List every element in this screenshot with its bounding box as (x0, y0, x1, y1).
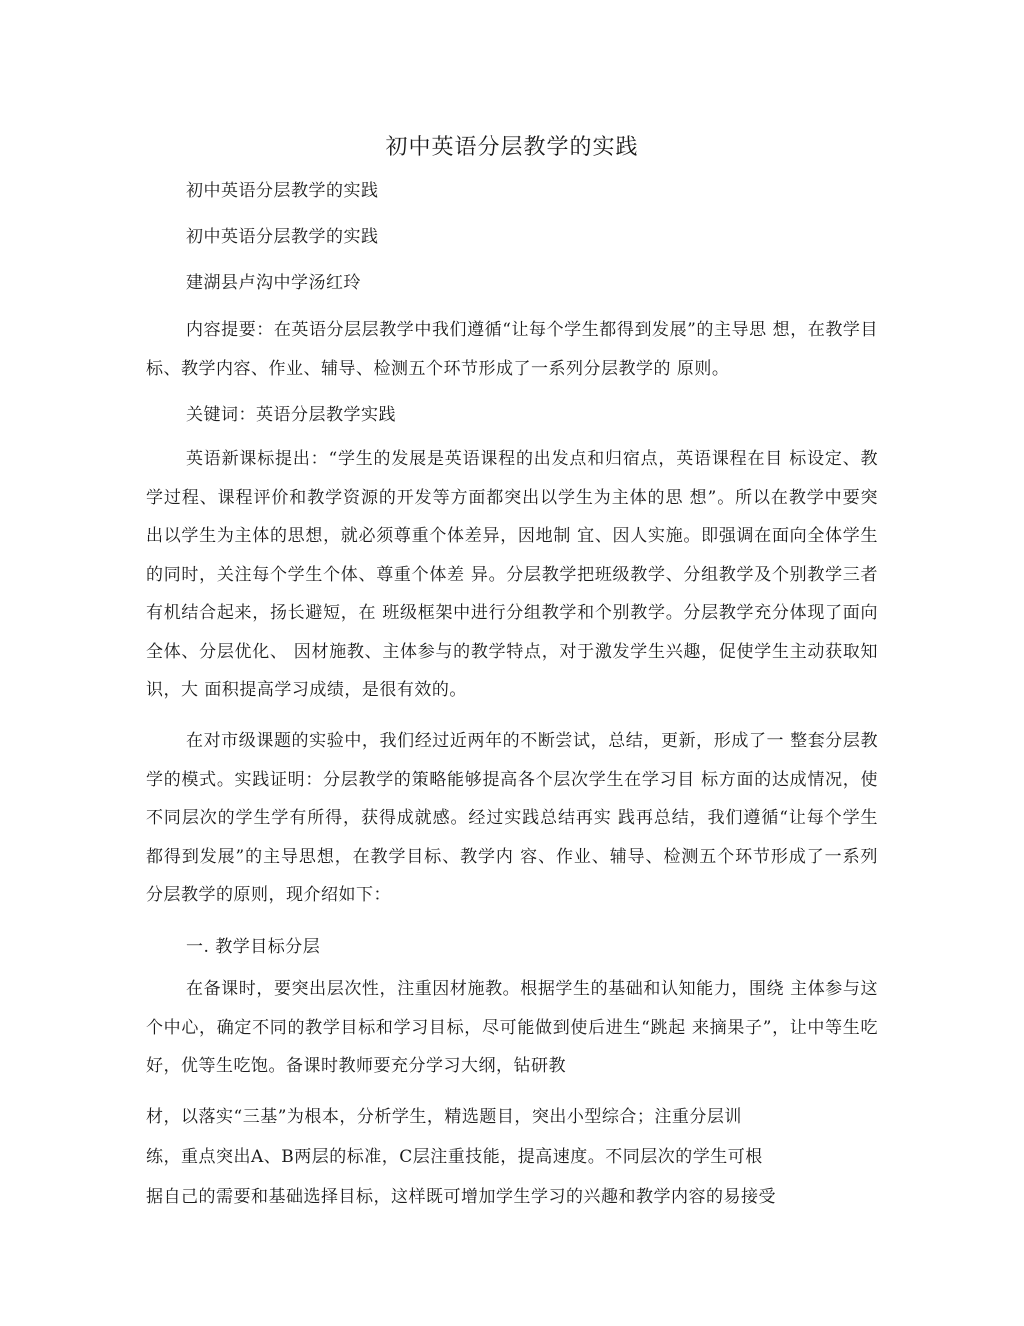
section-heading-1: 一. 教学目标分层 (186, 937, 321, 957)
body-paragraph-3: 在备课时，要突出层次性，注重因材施教。根据学生的基础和认知能力，围绕 主体参与这个中心，确定不同的教学目标和学习目标，尽可能做到使后进生“跳起 来摘果子”，让中等生吃好，优等生吃饱。备课时教师要充分学习大纲，钻研教 (146, 979, 878, 1076)
abstract-paragraph: 内容提要：在英语分层层教学中我们遵循“让每个学生都得到发展”的主导思 想，在教学目标、教学内容、作业、辅导、检测五个环节形成了一系列分层教学的 原则。 (146, 320, 878, 379)
body-paragraph-1: 英语新课标提出：“学生的发展是英语课程的出发点和归宿点，英语课程在目 标设定、教学过程、课程评价和教学资源的开发等方面都突出以学生为主体的思 想”。所以在教学中要突出以学生为主体的思想，就必须尊重个体差异，因地制 宜、因人实施。即强调在面向全体学生的同时，关注每个学生个体、尊重个体差 异。分层教学把班级教学、分组教学及个别教学三者有机结合起来，扬长避短，在 班级框架中进行分组教学和个别教学。分层教学充分体现了面向全体、分层优化、 因材施教、主体参与的教学特点，对于激发学生兴趣，促使学生主动获取知识，大 面积提高学习成绩，是很有效的。 (146, 449, 878, 700)
author-line: 建湖县卢沟中学汤红玲 (186, 273, 361, 293)
body-line-continued-3: 据自己的需要和基础选择目标，这样既可增加学生学习的兴趣和教学内容的易接受 (146, 1187, 776, 1207)
subtitle-line-2: 初中英语分层教学的实践 (186, 227, 379, 247)
subtitle-line-1: 初中英语分层教学的实践 (186, 181, 379, 201)
keywords-line: 关键词：英语分层教学实践 (186, 405, 396, 425)
body-paragraph-2: 在对市级课题的实验中，我们经过近两年的不断尝试，总结，更新，形成了一 整套分层教学的模式。实践证明：分层教学的策略能够提高各个层次学生在学习目 标方面的达成情况，使不同层次的学生学有所得，获得成就感。经过实践总结再实 践再总结，我们遵循“让每个学生都得到发展”的主导思想，在教学目标、教学内 容、作业、辅导、检测五个环节形成了一系列分层教学的原则，现介绍如下： (146, 731, 878, 905)
document-title: 初中英语分层教学的实践 (385, 135, 639, 160)
body-line-continued-1: 材，以落实“三基”为根本，分析学生，精选题目，突出小型综合；注重分层训 (146, 1107, 742, 1127)
body-line-continued-2: 练，重点突出A、B两层的标准，C层注重技能，提高速度。不同层次的学生可根 (146, 1147, 763, 1167)
